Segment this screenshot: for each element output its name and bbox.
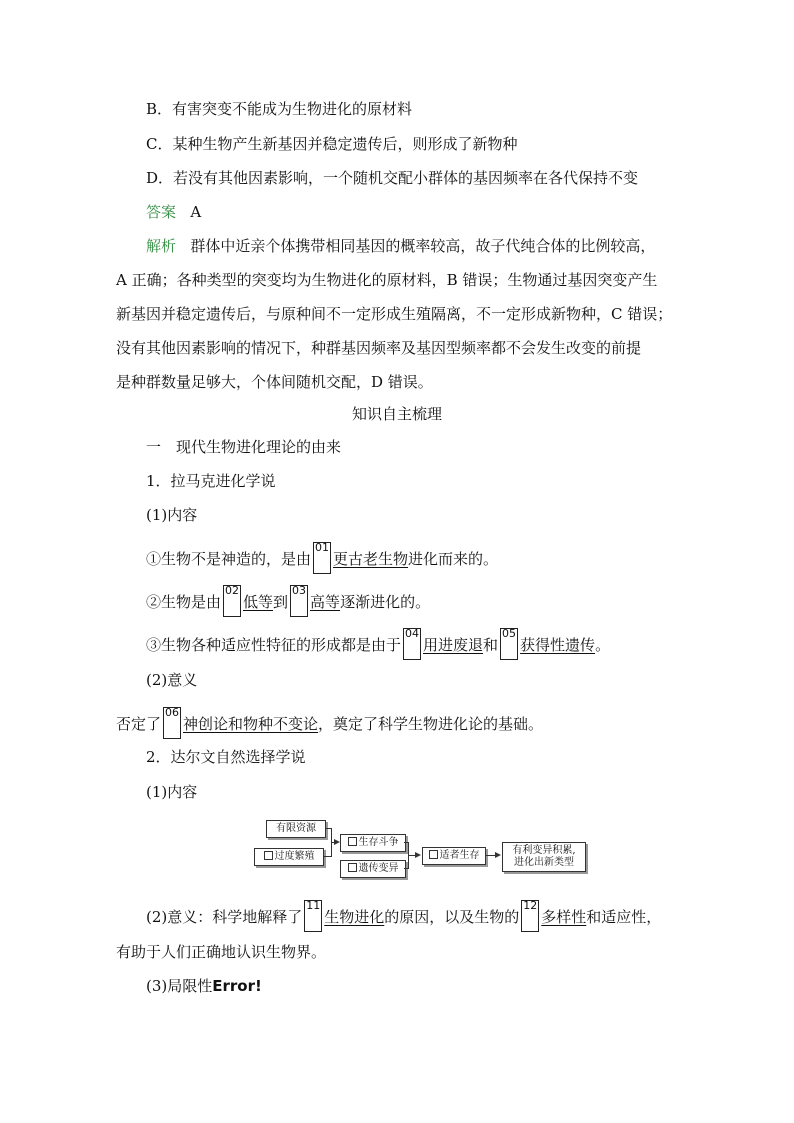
error-text: Error! [212, 977, 262, 995]
lamarck-item-3 [146, 628, 610, 660]
part-one-heading: 一 现代生物进化理论的由来 [146, 438, 342, 456]
checkbox-icon [348, 863, 357, 872]
variation-box: 遗传变异 [340, 860, 406, 878]
analysis-line-4: 没有其他因素影响的情况下，种群基因频率及基因型频率都不会发生改变的前提 [116, 339, 642, 357]
analysis-text-1: 群体中近亲个体携带相同基因的概率较高，故子代纯合体的比例较高， [190, 237, 656, 255]
analysis-line-5: 是种群数量足够大，个体间随机交配，D 错误。 [116, 373, 433, 391]
struggle-box: 生存斗争 [340, 834, 406, 852]
item2-answer-2: 高等 [310, 593, 341, 611]
item2-mid: 到 [273, 593, 289, 611]
item3-end: 。 [595, 636, 611, 654]
blank-number-box: 12 [521, 900, 539, 932]
item3-answer-2: 获得性遗传 [520, 636, 596, 654]
section-title: 知识自主梳理 [351, 405, 442, 423]
blank-number-box: 02 [223, 585, 241, 617]
answer-line [146, 202, 201, 222]
blank-number-box: 11 [304, 900, 322, 932]
option-c: C．某种生物产生新基因并稳定遗传后，则形成了新物种 [146, 135, 518, 153]
blank-number-box: 05 [500, 628, 518, 660]
blank-number-box: 06 [163, 707, 181, 739]
meaning-end: ，奠定了科学生物进化论的基础。 [318, 715, 544, 733]
lamarck-meaning-heading: (2)意义 [146, 671, 198, 689]
answer-value: A [190, 203, 202, 221]
darwin-limitation [146, 976, 262, 996]
blank-number-box: 03 [290, 585, 308, 617]
item1-text: ①生物不是神造的，是由 [146, 550, 312, 568]
item3-text: ③生物各种适应性特征的形成都是由于 [146, 636, 402, 654]
item2-answer-1: 低等 [243, 593, 274, 611]
option-b: B．有害突变不能成为生物进化的原材料 [146, 100, 413, 118]
item2-end: 逐渐进化的。 [340, 593, 431, 611]
analysis-line-3: 新基因并稳定遗传后，与原种间不一定形成生殖隔离，不一定形成新物种，C 错误； [116, 305, 673, 323]
fittest-box: 适者生存 [422, 847, 486, 865]
darwin-meaning-mid: 的原因，以及生物的 [384, 908, 520, 926]
checkbox-icon [348, 837, 357, 846]
lamarck-meaning [116, 707, 543, 739]
natural-selection-diagram [252, 818, 588, 878]
item1-end: 进化而来的。 [408, 550, 499, 568]
item3-mid: 和 [483, 636, 499, 654]
result-box: 有利变异积累, 进化出新类型 [502, 842, 586, 872]
lamarck-title: 1．拉马克进化学说 [146, 472, 276, 490]
lamarck-item-2 [146, 585, 430, 617]
blank-number-box: 01 [313, 542, 331, 574]
limitation-label: (3)局限性 [146, 977, 213, 995]
meaning-text: 否定了 [116, 715, 162, 733]
darwin-answer-2: 多样性 [541, 908, 587, 926]
darwin-title: 2．达尔文自然选择学说 [146, 748, 306, 766]
darwin-content-heading: (1)内容 [146, 783, 198, 801]
overbreeding-box: 过度繁殖 [254, 848, 324, 866]
analysis-line-1 [146, 236, 655, 256]
darwin-meaning [146, 900, 661, 932]
blank-number-box: 04 [403, 628, 421, 660]
darwin-answer-1: 生物进化 [324, 908, 385, 926]
checkbox-icon [264, 851, 273, 860]
darwin-meaning-text: (2)意义：科学地解释了 [146, 908, 303, 926]
option-d: D．若没有其他因素影响，一个随机交配小群体的基因频率在各代保持不变 [146, 169, 639, 187]
analysis-label: 解析 [146, 237, 177, 255]
checkbox-icon [429, 850, 438, 859]
item3-answer-1: 用进废退 [423, 636, 484, 654]
meaning-answer: 神创论和物种不变论 [183, 715, 319, 733]
lamarck-item-1 [146, 542, 498, 574]
lamarck-content-heading: (1)内容 [146, 506, 198, 524]
analysis-line-2: A 正确；各种类型的突变均为生物进化的原材料，B 错误；生物通过基因突变产生 [116, 271, 658, 289]
darwin-meaning-end: 和适应性， [586, 908, 662, 926]
answer-label: 答案 [146, 203, 177, 221]
item1-answer: 更古老生物 [333, 550, 409, 568]
item2-text: ②生物是由 [146, 593, 222, 611]
darwin-meaning-line-2: 有助于人们正确地认识生物界。 [116, 943, 327, 961]
limited-resources-box: 有限资源 [266, 820, 326, 838]
